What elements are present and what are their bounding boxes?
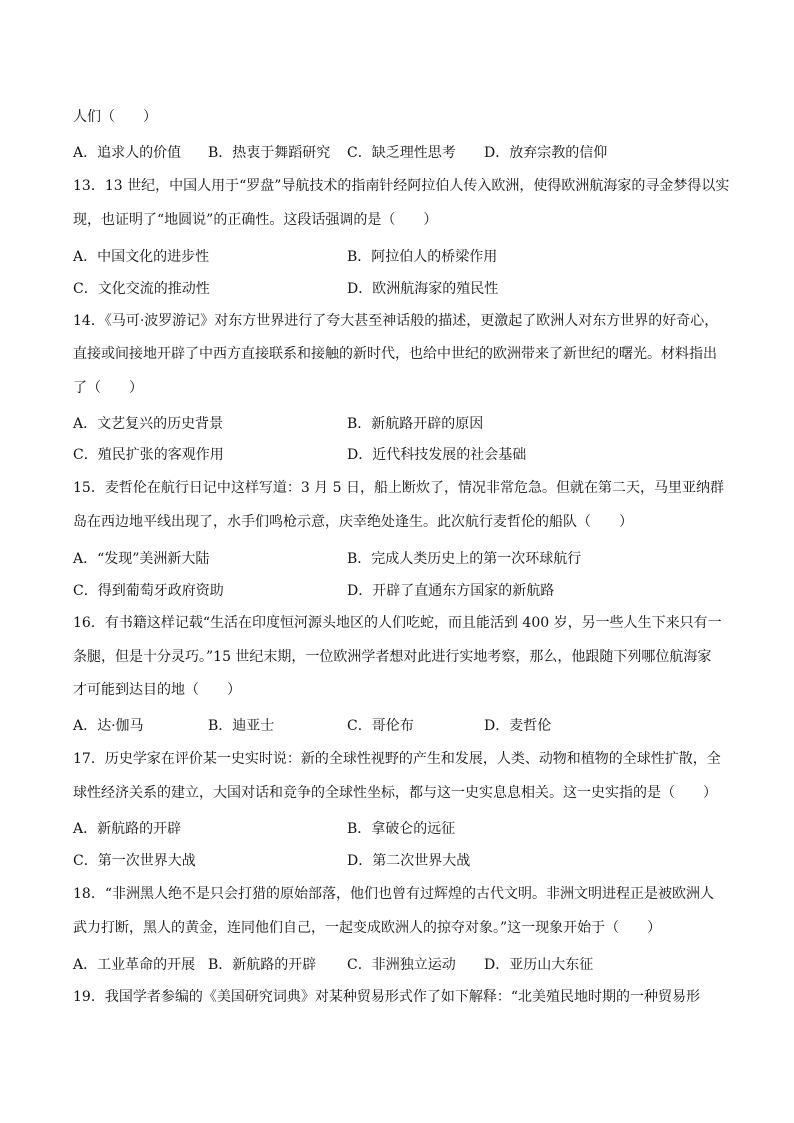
q14-option-c: C．殖民扩张的客观作用 xyxy=(73,447,224,463)
question-17-line-2: 球性经济关系的建立，大国对话和竞争的全球性坐标，都与这一史实息息相关。这一史实指的是（ ） xyxy=(73,785,717,801)
question-14-line-3: 了（ ） xyxy=(73,380,143,396)
question-16-line-1: 16．有书籍这样记载“生活在印度恒河源头地区的人们吃蛇，而且能活到 400 岁，另一些人生下来只有一 xyxy=(73,615,722,631)
q15-option-c: C．得到葡萄牙政府资助 xyxy=(73,583,224,599)
question-17-line-1: 17．历史学家在评价某一史实时说：新的全球性视野的产生和发展，人类、动物和植物的全球性扩散，全 xyxy=(73,751,721,767)
q15-option-d: D．开辟了直通东方国家的新航路 xyxy=(347,583,555,599)
question-18-line-2: 武力打断，黑人的黄金，连同他们自己，一起变成欧洲人的掠夺对象。”这一现象开始于（ ） xyxy=(73,920,662,936)
q15-option-a: A．“发现”美洲新大陆 xyxy=(73,551,210,567)
q18-option-b: B．新航路的开辟 xyxy=(208,957,317,973)
question-15-line-2: 岛在西边地平线出现了，水手们鸣枪示意，庆幸绝处逢生。此次航行麦哲伦的船队（ ） xyxy=(73,514,633,530)
q17-option-d: D．第二次世界大战 xyxy=(347,853,471,869)
question-16-line-3: 才可能到达目的地（ ） xyxy=(73,682,241,698)
question-13-line-2: 现，也证明了“地圆说”的正确性。这段话强调的是（ ） xyxy=(73,212,438,228)
question-14-line-1: 14．《马可·波罗游记》对东方世界进行了夸大甚至神话般的描述，更激起了欧洲人对东方世界的好奇心， xyxy=(73,313,719,329)
q18-option-d: D．亚历山大东征 xyxy=(484,957,594,973)
q14-option-d: D．近代科技发展的社会基础 xyxy=(347,447,527,463)
q17-option-b: B．拿破仑的远征 xyxy=(347,821,456,837)
q12-option-a: A．追求人的价值 xyxy=(73,145,182,161)
q13-option-b: B．阿拉伯人的桥梁作用 xyxy=(347,249,498,265)
q12-option-b: B．热衷于舞蹈研究 xyxy=(208,145,331,161)
q17-option-c: C．第一次世界大战 xyxy=(73,853,196,869)
question-13-line-1: 13．13 世纪，中国人用于“罗盘”导航技术的指南针经阿拉伯人传入欧洲，使得欧洲航海家的寻金梦得以实 xyxy=(73,178,730,194)
q13-option-a: A．中国文化的进步性 xyxy=(73,249,210,265)
q18-option-a: A．工业革命的开展 xyxy=(73,957,196,973)
question-16-line-2: 条腿，但是十分灵巧。”15 世纪末期，一位欧洲学者想对此进行实地考察，那么，他跟随下列哪位航海家 xyxy=(73,649,712,665)
q16-option-b: B．迪亚士 xyxy=(208,718,275,734)
q14-option-a: A．文艺复兴的历史背景 xyxy=(73,416,224,432)
q14-option-b: B．新航路开辟的原因 xyxy=(347,416,484,432)
question-14-line-2: 直接或间接地开辟了中西方直接联系和接触的新时代，也给中世纪的欧洲带来了新世纪的曙光。材料指出 xyxy=(73,346,717,362)
q16-option-d: D．麦哲伦 xyxy=(484,718,552,734)
question-15-line-1: 15．麦哲伦在航行日记中这样写道：3 月 5 日，船上断炊了，情况非常危急。但就在第二天，马里亚纳群 xyxy=(73,480,724,496)
q16-option-c: C．哥伦布 xyxy=(347,718,414,734)
q12-option-c: C．缺乏理性思考 xyxy=(347,145,456,161)
q12-option-d: D．放弃宗教的信仰 xyxy=(484,145,608,161)
q16-option-a: A．达·伽马 xyxy=(73,718,144,734)
question-12-text: 人们（ ） xyxy=(73,109,157,125)
q15-option-b: B．完成人类历史上的第一次环球航行 xyxy=(347,551,582,567)
question-19-line-1: 19．我国学者参编的《美国研究词典》对某种贸易形式作了如下解释：“北美殖民地时期的一种贸易形 xyxy=(73,989,700,1005)
question-18-line-1: 18．“非洲黑人绝不是只会打猎的原始部落，他们也曾有过辉煌的古代文明。非洲文明进程正是被欧洲人 xyxy=(73,886,714,902)
q17-option-a: A．新航路的开辟 xyxy=(73,821,182,837)
q18-option-c: C．非洲独立运动 xyxy=(347,957,456,973)
q13-option-c: C．文化交流的推动性 xyxy=(73,281,210,297)
q13-option-d: D．欧洲航海家的殖民性 xyxy=(347,281,499,297)
